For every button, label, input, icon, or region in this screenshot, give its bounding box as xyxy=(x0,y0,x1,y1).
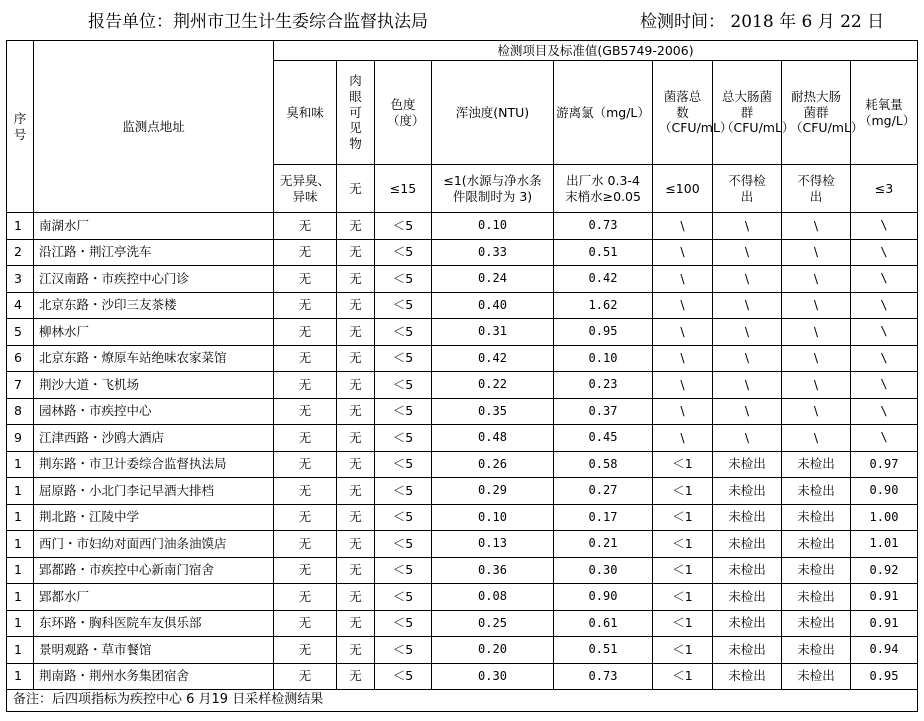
table-row xyxy=(7,531,918,558)
total-coliform-cell: \ xyxy=(713,239,782,266)
turbidity-cell: 0.13 xyxy=(432,531,554,558)
free-chlorine-cell: 0.51 xyxy=(554,637,653,664)
standard-oxygen: ≤3 xyxy=(851,165,918,213)
colony-count-cell: ＜1 xyxy=(653,584,713,611)
table-row xyxy=(7,345,918,372)
odor-cell: 无 xyxy=(274,451,337,478)
colony-count-cell: \ xyxy=(653,345,713,372)
seq-cell: 4 xyxy=(7,292,34,319)
oxygen-consumption-cell: \ xyxy=(851,425,918,452)
oxygen-consumption-cell: \ xyxy=(851,398,918,425)
colony-count-cell: ＜1 xyxy=(653,451,713,478)
free-chlorine-cell: 0.51 xyxy=(554,239,653,266)
thermo-coliform-cell: \ xyxy=(782,292,851,319)
chroma-cell: ＜5 xyxy=(375,478,432,505)
oxygen-consumption-cell: \ xyxy=(851,372,918,399)
address-cell: 北京东路・燎原车站绝味农家菜馆 xyxy=(34,345,274,372)
table-row xyxy=(7,398,918,425)
thermo-coliform-cell: \ xyxy=(782,398,851,425)
turbidity-cell: 0.25 xyxy=(432,610,554,637)
total-coliform-cell: 未检出 xyxy=(713,584,782,611)
colony-count-cell: ＜1 xyxy=(653,637,713,664)
odor-cell: 无 xyxy=(274,504,337,531)
seq-cell: 1 xyxy=(7,557,34,584)
free-chlorine-cell: 0.23 xyxy=(554,372,653,399)
turbidity-cell: 0.36 xyxy=(432,557,554,584)
col-header-turbidity: 浑浊度(NTU) xyxy=(432,61,554,165)
total-coliform-cell: 未检出 xyxy=(713,637,782,664)
turbidity-cell: 0.26 xyxy=(432,451,554,478)
free-chlorine-cell: 0.95 xyxy=(554,319,653,346)
seq-cell: 3 xyxy=(7,266,34,293)
seq-cell: 2 xyxy=(7,239,34,266)
turbidity-cell: 0.40 xyxy=(432,292,554,319)
table-row xyxy=(7,451,918,478)
standard-chlorine: 出厂水 0.3-4 末梢水≥0.05 xyxy=(554,165,653,213)
colony-count-cell: \ xyxy=(653,372,713,399)
chroma-cell: ＜5 xyxy=(375,319,432,346)
address-cell: 景明观路・草市餐馆 xyxy=(34,637,274,664)
thermo-coliform-cell: \ xyxy=(782,239,851,266)
col-header-color: 色度（度） xyxy=(375,61,432,165)
colony-count-cell: \ xyxy=(653,239,713,266)
free-chlorine-cell: 0.37 xyxy=(554,398,653,425)
colony-count-cell: ＜1 xyxy=(653,663,713,690)
free-chlorine-cell: 0.21 xyxy=(554,531,653,558)
table-row xyxy=(7,637,918,664)
thermo-coliform-cell: 未检出 xyxy=(782,610,851,637)
odor-cell: 无 xyxy=(274,531,337,558)
thermo-coliform-cell: 未检出 xyxy=(782,451,851,478)
visible-matter-cell: 无 xyxy=(337,478,375,505)
colony-count-cell: \ xyxy=(653,213,713,240)
visible-matter-cell: 无 xyxy=(337,557,375,584)
total-coliform-cell: 未检出 xyxy=(713,478,782,505)
colony-count-cell: \ xyxy=(653,266,713,293)
chroma-cell: ＜5 xyxy=(375,425,432,452)
thermo-coliform-cell: \ xyxy=(782,266,851,293)
chroma-cell: ＜5 xyxy=(375,372,432,399)
oxygen-consumption-cell: 1.00 xyxy=(851,504,918,531)
total-coliform-cell: 未检出 xyxy=(713,504,782,531)
visible-matter-cell: 无 xyxy=(337,610,375,637)
thermo-coliform-cell: 未检出 xyxy=(782,531,851,558)
chroma-cell: ＜5 xyxy=(375,239,432,266)
oxygen-consumption-cell: \ xyxy=(851,345,918,372)
address-cell: 北京东路・沙印三友茶楼 xyxy=(34,292,274,319)
col-header-colony: 菌落总数（CFU/mL） xyxy=(653,61,713,165)
visible-matter-cell: 无 xyxy=(337,319,375,346)
colony-count-cell: ＜1 xyxy=(653,557,713,584)
report-unit: 报告单位：荆州市卫生计生委综合监督执法局 xyxy=(88,12,428,32)
visible-matter-cell: 无 xyxy=(337,398,375,425)
thermo-coliform-cell: \ xyxy=(782,345,851,372)
oxygen-consumption-cell: 0.94 xyxy=(851,637,918,664)
col-header-chlorine: 游离氯（mg/L） xyxy=(554,61,653,165)
thermo-coliform-cell: 未检出 xyxy=(782,663,851,690)
seq-cell: 1 xyxy=(7,478,34,505)
visible-matter-cell: 无 xyxy=(337,531,375,558)
odor-cell: 无 xyxy=(274,398,337,425)
odor-cell: 无 xyxy=(274,425,337,452)
visible-matter-cell: 无 xyxy=(337,504,375,531)
chroma-cell: ＜5 xyxy=(375,345,432,372)
free-chlorine-cell: 0.42 xyxy=(554,266,653,293)
thermo-coliform-cell: \ xyxy=(782,425,851,452)
colony-count-cell: ＜1 xyxy=(653,531,713,558)
seq-cell: 8 xyxy=(7,398,34,425)
seq-cell: 5 xyxy=(7,319,34,346)
chroma-cell: ＜5 xyxy=(375,292,432,319)
col-header-thermo-coliform: 耐热大肠菌群（CFU/mL） xyxy=(782,61,851,165)
seq-cell: 1 xyxy=(7,610,34,637)
seq-cell: 1 xyxy=(7,584,34,611)
table-row xyxy=(7,372,918,399)
oxygen-consumption-cell: 0.97 xyxy=(851,451,918,478)
table-row xyxy=(7,266,918,293)
visible-matter-cell: 无 xyxy=(337,239,375,266)
oxygen-consumption-cell: 0.90 xyxy=(851,478,918,505)
odor-cell: 无 xyxy=(274,266,337,293)
odor-cell: 无 xyxy=(274,319,337,346)
oxygen-consumption-cell: 0.92 xyxy=(851,557,918,584)
odor-cell: 无 xyxy=(274,478,337,505)
colony-count-cell: ＜1 xyxy=(653,610,713,637)
oxygen-consumption-cell: 1.01 xyxy=(851,531,918,558)
odor-cell: 无 xyxy=(274,637,337,664)
col-header-address: 监测点地址 xyxy=(34,41,274,213)
free-chlorine-cell: 0.61 xyxy=(554,610,653,637)
turbidity-cell: 0.22 xyxy=(432,372,554,399)
free-chlorine-cell: 0.73 xyxy=(554,213,653,240)
col-header-oxygen: 耗氧量（mg/L） xyxy=(851,61,918,165)
chroma-cell: ＜5 xyxy=(375,398,432,425)
free-chlorine-cell: 0.17 xyxy=(554,504,653,531)
thermo-coliform-cell: 未检出 xyxy=(782,584,851,611)
chroma-cell: ＜5 xyxy=(375,266,432,293)
standard-thermo-coliform: 不得检出 xyxy=(782,165,851,213)
thermo-coliform-cell: 未检出 xyxy=(782,478,851,505)
turbidity-cell: 0.31 xyxy=(432,319,554,346)
col-header-seq: 序号 xyxy=(7,41,34,213)
colony-count-cell: \ xyxy=(653,425,713,452)
thermo-coliform-cell: 未检出 xyxy=(782,557,851,584)
total-coliform-cell: \ xyxy=(713,266,782,293)
total-coliform-cell: \ xyxy=(713,398,782,425)
chroma-cell: ＜5 xyxy=(375,557,432,584)
table-row xyxy=(7,319,918,346)
odor-cell: 无 xyxy=(274,345,337,372)
colony-count-cell: \ xyxy=(653,398,713,425)
total-coliform-cell: 未检出 xyxy=(713,663,782,690)
thermo-coliform-cell: \ xyxy=(782,319,851,346)
address-cell: 郢都路・市疾控中心新南门宿舍 xyxy=(34,557,274,584)
thermo-coliform-cell: \ xyxy=(782,372,851,399)
address-cell: 南湖水厂 xyxy=(34,213,274,240)
turbidity-cell: 0.42 xyxy=(432,345,554,372)
address-cell: 东环路・胸科医院车友俱乐部 xyxy=(34,610,274,637)
address-cell: 园林路・市疾控中心 xyxy=(34,398,274,425)
odor-cell: 无 xyxy=(274,372,337,399)
free-chlorine-cell: 0.73 xyxy=(554,663,653,690)
address-cell: 荆沙大道・飞机场 xyxy=(34,372,274,399)
chroma-cell: ＜5 xyxy=(375,213,432,240)
visible-matter-cell: 无 xyxy=(337,345,375,372)
seq-cell: 1 xyxy=(7,213,34,240)
turbidity-cell: 0.33 xyxy=(432,239,554,266)
odor-cell: 无 xyxy=(274,239,337,266)
col-header-coliform: 总大肠菌群（CFU/mL） xyxy=(713,61,782,165)
thermo-coliform-cell: \ xyxy=(782,213,851,240)
address-cell: 柳林水厂 xyxy=(34,319,274,346)
odor-cell: 无 xyxy=(274,557,337,584)
free-chlorine-cell: 0.45 xyxy=(554,425,653,452)
turbidity-cell: 0.48 xyxy=(432,425,554,452)
standard-odor: 无异臭、异味 xyxy=(274,165,337,213)
address-cell: 郢都水厂 xyxy=(34,584,274,611)
visible-matter-cell: 无 xyxy=(337,637,375,664)
total-coliform-cell: 未检出 xyxy=(713,557,782,584)
odor-cell: 无 xyxy=(274,292,337,319)
report-header xyxy=(0,0,924,40)
thermo-coliform-cell: 未检出 xyxy=(782,637,851,664)
table-row xyxy=(7,425,918,452)
visible-matter-cell: 无 xyxy=(337,266,375,293)
chroma-cell: ＜5 xyxy=(375,584,432,611)
standard-coliform: 不得检出 xyxy=(713,165,782,213)
address-cell: 江津西路・沙鸥大酒店 xyxy=(34,425,274,452)
seq-cell: 1 xyxy=(7,504,34,531)
free-chlorine-cell: 0.30 xyxy=(554,557,653,584)
seq-cell: 9 xyxy=(7,425,34,452)
free-chlorine-cell: 0.58 xyxy=(554,451,653,478)
address-cell: 屈原路・小北门李记早酒大排档 xyxy=(34,478,274,505)
oxygen-consumption-cell: 0.91 xyxy=(851,584,918,611)
oxygen-consumption-cell: \ xyxy=(851,213,918,240)
total-coliform-cell: \ xyxy=(713,213,782,240)
oxygen-consumption-cell: 0.91 xyxy=(851,610,918,637)
visible-matter-cell: 无 xyxy=(337,663,375,690)
total-coliform-cell: \ xyxy=(713,425,782,452)
standard-turbidity: ≤1(水源与净水条件限制时为 3) xyxy=(432,165,554,213)
col-header-group: 检测项目及标准值(GB5749-2006) xyxy=(274,41,918,61)
table-row xyxy=(7,663,918,690)
colony-count-cell: ＜1 xyxy=(653,504,713,531)
oxygen-consumption-cell: 0.95 xyxy=(851,663,918,690)
table-row xyxy=(7,213,918,240)
thermo-coliform-cell: 未检出 xyxy=(782,504,851,531)
address-cell: 江汉南路・市疾控中心门诊 xyxy=(34,266,274,293)
standard-color: ≤15 xyxy=(375,165,432,213)
oxygen-consumption-cell: \ xyxy=(851,319,918,346)
visible-matter-cell: 无 xyxy=(337,451,375,478)
table-row xyxy=(7,478,918,505)
total-coliform-cell: 未检出 xyxy=(713,451,782,478)
odor-cell: 无 xyxy=(274,584,337,611)
address-cell: 荆东路・市卫计委综合监督执法局 xyxy=(34,451,274,478)
turbidity-cell: 0.24 xyxy=(432,266,554,293)
turbidity-cell: 0.08 xyxy=(432,584,554,611)
free-chlorine-cell: 0.27 xyxy=(554,478,653,505)
col-header-odor: 臭和味 xyxy=(274,61,337,165)
odor-cell: 无 xyxy=(274,610,337,637)
chroma-cell: ＜5 xyxy=(375,504,432,531)
total-coliform-cell: \ xyxy=(713,372,782,399)
seq-cell: 6 xyxy=(7,345,34,372)
colony-count-cell: \ xyxy=(653,319,713,346)
standard-visible: 无 xyxy=(337,165,375,213)
colony-count-cell: \ xyxy=(653,292,713,319)
oxygen-consumption-cell: \ xyxy=(851,266,918,293)
water-quality-table xyxy=(6,40,918,712)
odor-cell: 无 xyxy=(274,663,337,690)
table-row xyxy=(7,292,918,319)
chroma-cell: ＜5 xyxy=(375,637,432,664)
free-chlorine-cell: 0.90 xyxy=(554,584,653,611)
total-coliform-cell: 未检出 xyxy=(713,610,782,637)
test-date: 检测时间： 2018 年 6 月 22 日 xyxy=(640,12,885,32)
chroma-cell: ＜5 xyxy=(375,610,432,637)
table-body xyxy=(7,213,918,690)
seq-cell: 7 xyxy=(7,372,34,399)
standard-colony: ≤100 xyxy=(653,165,713,213)
address-cell: 西门・市妇幼对面西门油条油馍店 xyxy=(34,531,274,558)
visible-matter-cell: 无 xyxy=(337,213,375,240)
table-row xyxy=(7,557,918,584)
address-cell: 沿江路・荆江亭洗车 xyxy=(34,239,274,266)
odor-cell: 无 xyxy=(274,213,337,240)
total-coliform-cell: \ xyxy=(713,345,782,372)
seq-cell: 1 xyxy=(7,637,34,664)
table-row xyxy=(7,239,918,266)
visible-matter-cell: 无 xyxy=(337,584,375,611)
colony-count-cell: ＜1 xyxy=(653,478,713,505)
visible-matter-cell: 无 xyxy=(337,372,375,399)
chroma-cell: ＜5 xyxy=(375,531,432,558)
chroma-cell: ＜5 xyxy=(375,663,432,690)
turbidity-cell: 0.20 xyxy=(432,637,554,664)
visible-matter-cell: 无 xyxy=(337,292,375,319)
table-row xyxy=(7,504,918,531)
total-coliform-cell: \ xyxy=(713,319,782,346)
seq-cell: 1 xyxy=(7,531,34,558)
turbidity-cell: 0.29 xyxy=(432,478,554,505)
chroma-cell: ＜5 xyxy=(375,451,432,478)
turbidity-cell: 0.10 xyxy=(432,504,554,531)
oxygen-consumption-cell: \ xyxy=(851,239,918,266)
free-chlorine-cell: 0.10 xyxy=(554,345,653,372)
table-row xyxy=(7,610,918,637)
address-cell: 荆北路・江陵中学 xyxy=(34,504,274,531)
seq-cell: 1 xyxy=(7,663,34,690)
footnote: 备注：后四项指标为疾控中心 6 月19 日采样检测结果 xyxy=(7,690,918,712)
seq-cell: 1 xyxy=(7,451,34,478)
free-chlorine-cell: 1.62 xyxy=(554,292,653,319)
visible-matter-cell: 无 xyxy=(337,425,375,452)
oxygen-consumption-cell: \ xyxy=(851,292,918,319)
table-row xyxy=(7,584,918,611)
turbidity-cell: 0.30 xyxy=(432,663,554,690)
total-coliform-cell: 未检出 xyxy=(713,531,782,558)
address-cell: 荆南路・荆州水务集团宿舍 xyxy=(34,663,274,690)
turbidity-cell: 0.10 xyxy=(432,213,554,240)
total-coliform-cell: \ xyxy=(713,292,782,319)
col-header-visible: 肉眼可见物 xyxy=(337,61,375,165)
turbidity-cell: 0.35 xyxy=(432,398,554,425)
